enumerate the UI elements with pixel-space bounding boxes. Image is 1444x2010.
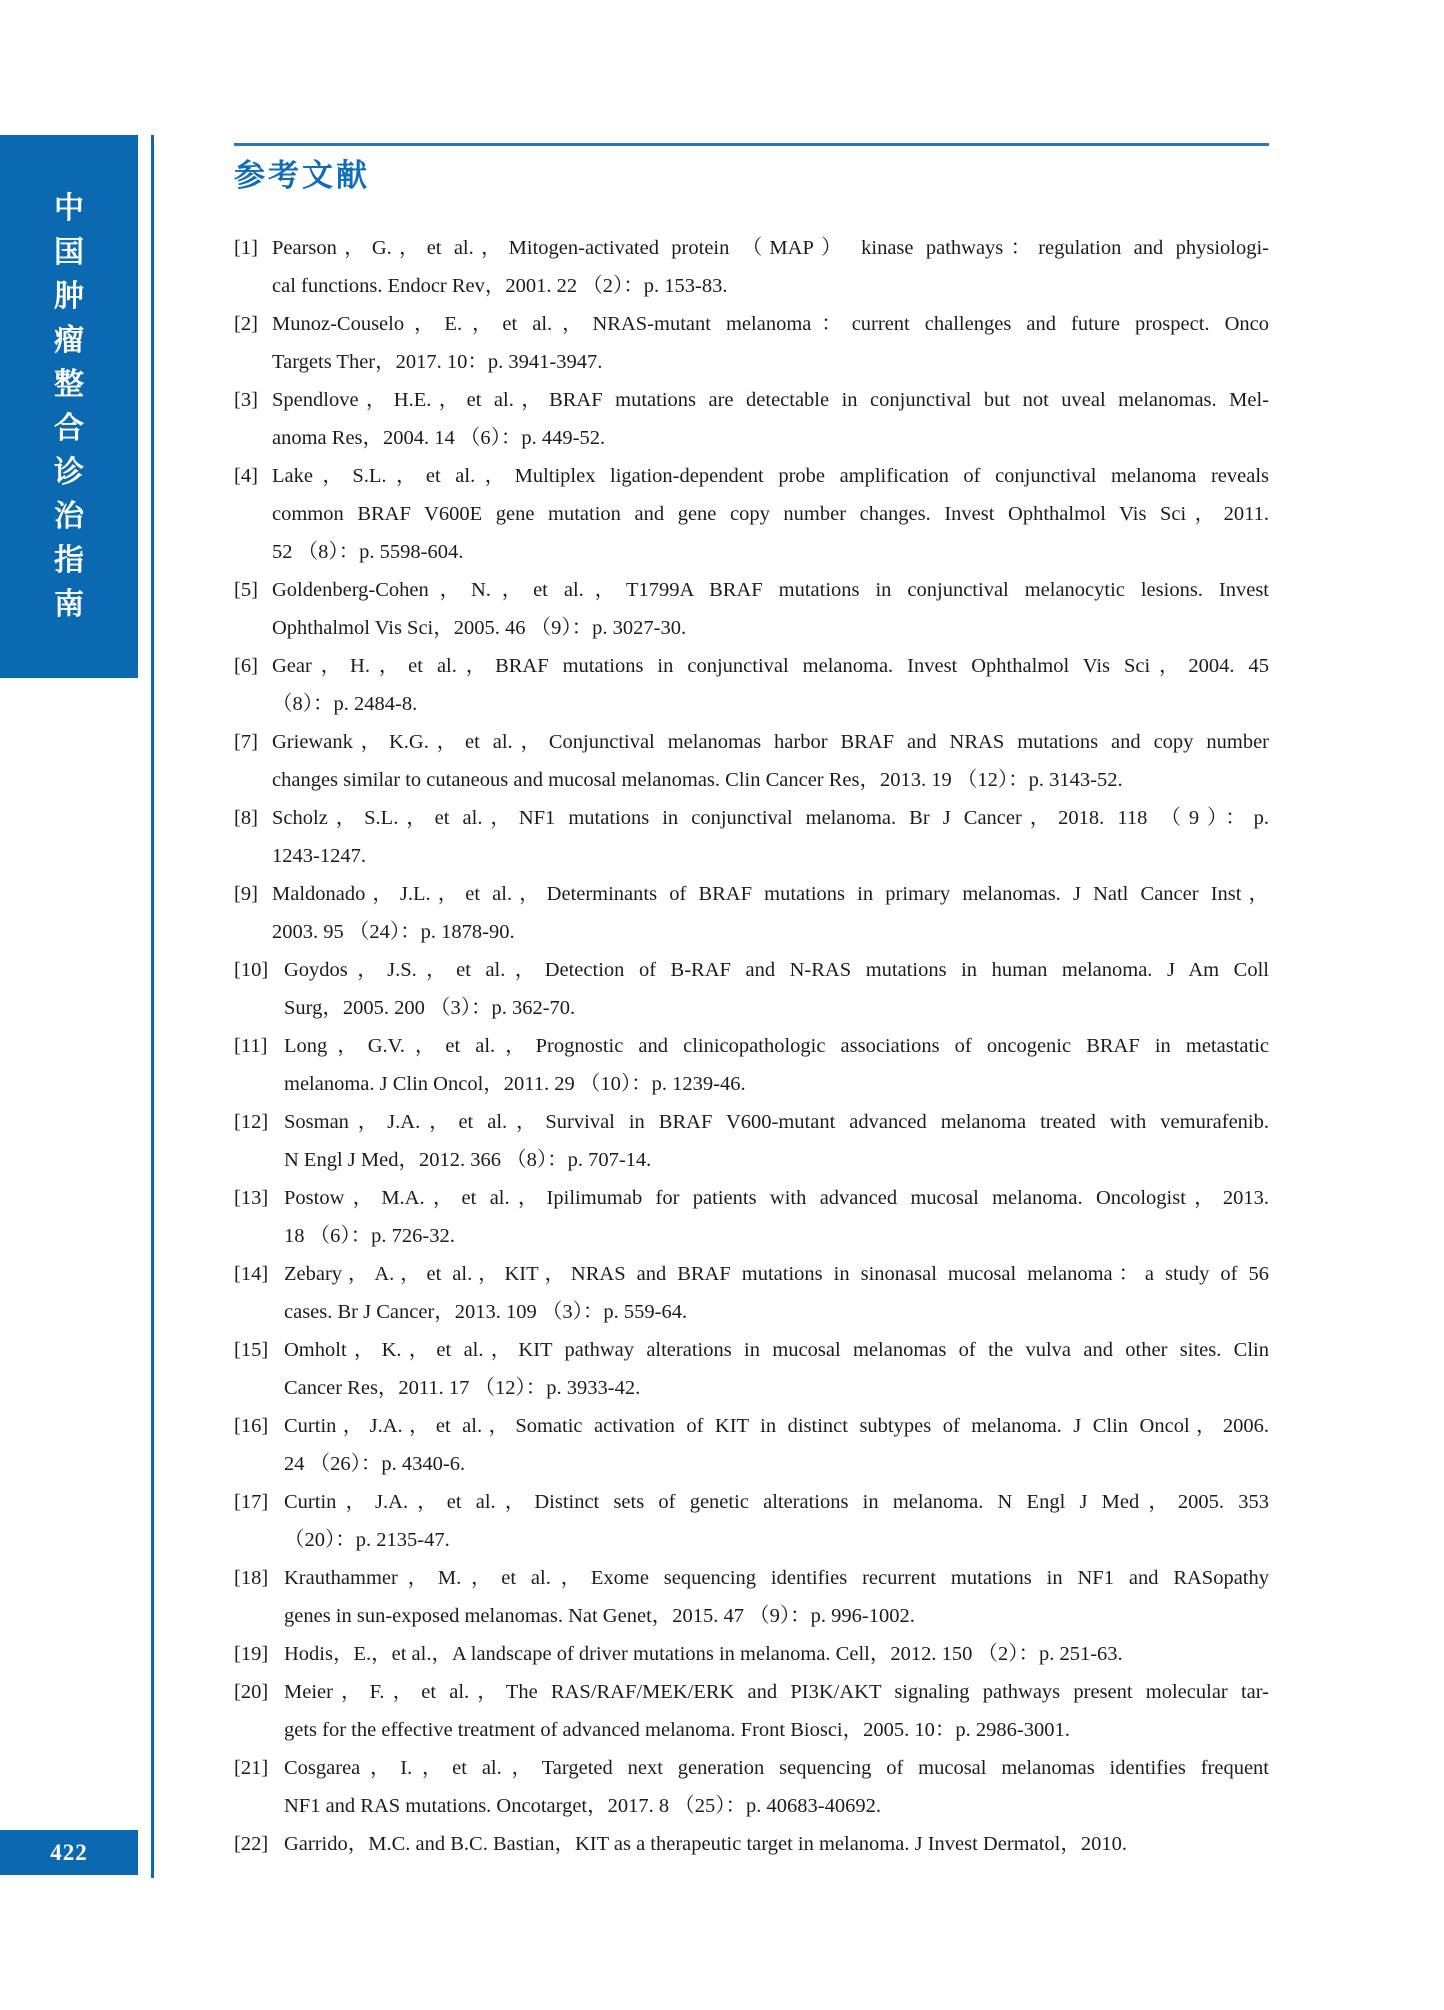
reference-number: [10]	[234, 959, 269, 981]
reference-first-line: [19] Hodis，E.，et al.，A landscape of driver mutations in melanoma. Cell，2012. 150 （2）：p. 251-63.	[234, 1635, 1269, 1673]
reference-first-line: [6] Gear，H.，et al.，BRAF mutations in conjunctival melanoma. Invest Ophthalmol Vis Sci，2004. 45	[234, 647, 1269, 685]
reference-item	[234, 1559, 1269, 1635]
reference-first-line: [3] Spendlove，H.E.，et al.，BRAF mutations are detectable in conjunctival but not uveal melanomas. Mel-	[234, 381, 1269, 419]
book-title-char: 整	[54, 367, 84, 401]
reference-continuation-line: cases. Br J Cancer，2013. 109 （3）：p. 559-64.	[284, 1301, 688, 1323]
reference-continuation-line: （8）：p. 2484-8.	[272, 693, 418, 715]
section-header-rule	[234, 143, 1269, 146]
reference-continuation-line: 1243-1247.	[272, 845, 366, 867]
book-title-char: 南	[54, 587, 84, 621]
reference-item	[234, 1027, 1269, 1103]
book-title-char: 指	[54, 543, 84, 577]
reference-item	[234, 951, 1269, 1027]
reference-item	[234, 799, 1269, 875]
sidebar-divider-rule	[151, 135, 154, 1878]
reference-number: [9]	[234, 883, 258, 905]
reference-continuation-line: cal functions. Endocr Rev，2001. 22 （2）：p. 153-83.	[272, 275, 728, 297]
reference-first-line: [12] Sosman，J.A.，et al.，Survival in BRAF V600-mutant advanced melanoma treated with vemurafenib.	[234, 1103, 1269, 1141]
reference-continuation-line: 52 （8）：p. 5598-604.	[272, 541, 464, 563]
reference-number: [12]	[234, 1111, 269, 1133]
reference-continuation-line: Cancer Res，2011. 17 （12）：p. 3933-42.	[284, 1377, 641, 1399]
reference-first-line: [14] Zebary，A.，et al.，KIT，NRAS and BRAF mutations in sinonasal mucosal melanoma：a study of 56	[234, 1255, 1269, 1293]
reference-item	[234, 229, 1269, 305]
book-title-sidebar	[0, 135, 138, 678]
reference-number: [20]	[234, 1681, 269, 1703]
reference-first-line: [20] Meier，F.，et al.，The RAS/RAF/MEK/ERK and PI3K/AKT signaling pathways present molecular tar-	[234, 1673, 1269, 1711]
book-title-char: 国	[54, 235, 84, 269]
reference-first-line: [18] Krauthammer，M.，et al.，Exome sequencing identifies recurrent mutations in NF1 and RASopathy	[234, 1559, 1269, 1597]
reference-list	[234, 229, 1269, 1863]
reference-first-line: [13] Postow，M.A.，et al.，Ipilimumab for patients with advanced mucosal melanoma. Oncologist，2013.	[234, 1179, 1269, 1217]
reference-number: [13]	[234, 1187, 269, 1209]
reference-first-line: [21] Cosgarea，I.，et al.，Targeted next generation sequencing of mucosal melanomas identifies frequent	[234, 1749, 1269, 1787]
reference-first-line: [22] Garrido，M.C. and B.C. Bastian，KIT as a therapeutic target in melanoma. J Invest Dermatol，2010.	[234, 1825, 1269, 1863]
section-title: 参考文献	[234, 158, 370, 193]
reference-number: [22]	[234, 1833, 269, 1855]
reference-item	[234, 1483, 1269, 1559]
reference-first-line: [4] Lake，S.L.，et al.，Multiplex ligation-dependent probe amplification of conjunctival melanoma reveals	[234, 457, 1269, 495]
reference-item	[234, 1255, 1269, 1331]
page-number-badge	[0, 1830, 138, 1875]
book-title-char: 肿	[54, 279, 84, 313]
reference-continuation-line: 18 （6）：p. 726-32.	[284, 1225, 455, 1247]
reference-first-line: [2] Munoz-Couselo，E.，et al.，NRAS-mutant melanoma：current challenges and future prospect. Onco	[234, 305, 1269, 343]
reference-first-line: [5] Goldenberg-Cohen，N.，et al.，T1799A BRAF mutations in conjunctival melanocytic lesions. Invest	[234, 571, 1269, 609]
reference-number: [15]	[234, 1339, 269, 1361]
reference-item	[234, 1103, 1269, 1179]
reference-first-line: [11] Long，G.V.，et al.，Prognostic and clinicopathologic associations of oncogenic BRAF in metastatic	[234, 1027, 1269, 1065]
main-content	[234, 0, 1269, 2010]
reference-number: [17]	[234, 1491, 269, 1513]
reference-continuation-line: NF1 and RAS mutations. Oncotarget，2017. 8 （25）：p. 40683-40692.	[284, 1795, 881, 1817]
reference-number: [18]	[234, 1567, 269, 1589]
book-title-char: 中	[54, 191, 84, 225]
reference-continuation-line: N Engl J Med，2012. 366 （8）：p. 707-14.	[284, 1149, 652, 1171]
reference-item	[234, 1407, 1269, 1483]
reference-continuation-line: genes in sun-exposed melanomas. Nat Genet，2015. 47 （9）：p. 996-1002.	[284, 1605, 915, 1627]
reference-item	[234, 1825, 1269, 1863]
reference-number: [4]	[234, 465, 258, 487]
reference-continuation-line: melanoma. J Clin Oncol，2011. 29 （10）：p. 1239-46.	[284, 1073, 746, 1095]
reference-first-line: [7] Griewank，K.G.，et al.，Conjunctival melanomas harbor BRAF and NRAS mutations and copy number	[234, 723, 1269, 761]
reference-first-line: [17] Curtin，J.A.，et al.，Distinct sets of genetic alterations in melanoma. N Engl J Med，2005. 353	[234, 1483, 1269, 1521]
reference-continuation-line: Surg，2005. 200 （3）：p. 362-70.	[284, 997, 576, 1019]
book-title-char: 诊	[54, 455, 84, 489]
reference-item	[234, 723, 1269, 799]
reference-first-line: [1] Pearson，G.，et al.，Mitogen-activated protein （MAP） kinase pathways：regulation and physiologi-	[234, 229, 1269, 267]
reference-item	[234, 1673, 1269, 1749]
reference-first-line: [8] Scholz，S.L.，et al.，NF1 mutations in conjunctival melanoma. Br J Cancer，2018. 118 （9）：p.	[234, 799, 1269, 837]
reference-item	[234, 1635, 1269, 1673]
book-title-char: 治	[54, 499, 84, 533]
reference-first-line: [15] Omholt，K.，et al.，KIT pathway alterations in mucosal melanomas of the vulva and other sites. Clin	[234, 1331, 1269, 1369]
reference-continuation-line: common BRAF V600E gene mutation and gene copy number changes. Invest Ophthalmol Vis Sci，2011.	[272, 503, 1269, 525]
reference-continuation-line: anoma Res，2004. 14 （6）：p. 449-52.	[272, 427, 606, 449]
reference-item	[234, 1179, 1269, 1255]
reference-continuation-line: 24 （26）：p. 4340-6.	[284, 1453, 466, 1475]
reference-item	[234, 1749, 1269, 1825]
page-number: 422	[50, 1839, 88, 1865]
reference-item	[234, 457, 1269, 571]
book-title-char: 合	[54, 411, 84, 445]
reference-item	[234, 1331, 1269, 1407]
reference-number: [2]	[234, 313, 258, 335]
reference-number: [8]	[234, 807, 258, 829]
reference-number: [11]	[234, 1035, 268, 1057]
reference-continuation-line: Targets Ther，2017. 10：p. 3941-3947.	[272, 351, 603, 373]
reference-number: [16]	[234, 1415, 269, 1437]
reference-number: [3]	[234, 389, 258, 411]
reference-number: [6]	[234, 655, 258, 677]
reference-item	[234, 647, 1269, 723]
book-title-char: 瘤	[54, 323, 84, 357]
reference-first-line: [16] Curtin，J.A.，et al.，Somatic activation of KIT in distinct subtypes of melanoma. J Clin Oncol，2006.	[234, 1407, 1269, 1445]
reference-item	[234, 571, 1269, 647]
reference-continuation-line: changes similar to cutaneous and mucosal melanomas. Clin Cancer Res，2013. 19 （12）：p. 3143-52.	[272, 769, 1123, 791]
reference-number: [14]	[234, 1263, 269, 1285]
reference-number: [19]	[234, 1643, 269, 1665]
reference-continuation-line: （20）：p. 2135-47.	[284, 1529, 450, 1551]
reference-number: [5]	[234, 579, 258, 601]
reference-continuation-line: gets for the effective treatment of advanced melanoma. Front Biosci，2005. 10：p. 2986-3001.	[284, 1719, 1070, 1741]
reference-number: [7]	[234, 731, 258, 753]
reference-first-line: [9] Maldonado，J.L.，et al.，Determinants of BRAF mutations in primary melanomas. J Natl Cancer Inst，	[234, 875, 1269, 913]
reference-number: [21]	[234, 1757, 269, 1779]
reference-item	[234, 381, 1269, 457]
reference-first-line: [10] Goydos，J.S.，et al.，Detection of B-RAF and N-RAS mutations in human melanoma. J Am Coll	[234, 951, 1269, 989]
reference-item	[234, 305, 1269, 381]
reference-continuation-line: 2003. 95 （24）：p. 1878-90.	[272, 921, 515, 943]
reference-item	[234, 875, 1269, 951]
reference-number: [1]	[234, 237, 258, 259]
reference-continuation-line: Ophthalmol Vis Sci，2005. 46 （9）：p. 3027-30.	[272, 617, 687, 639]
